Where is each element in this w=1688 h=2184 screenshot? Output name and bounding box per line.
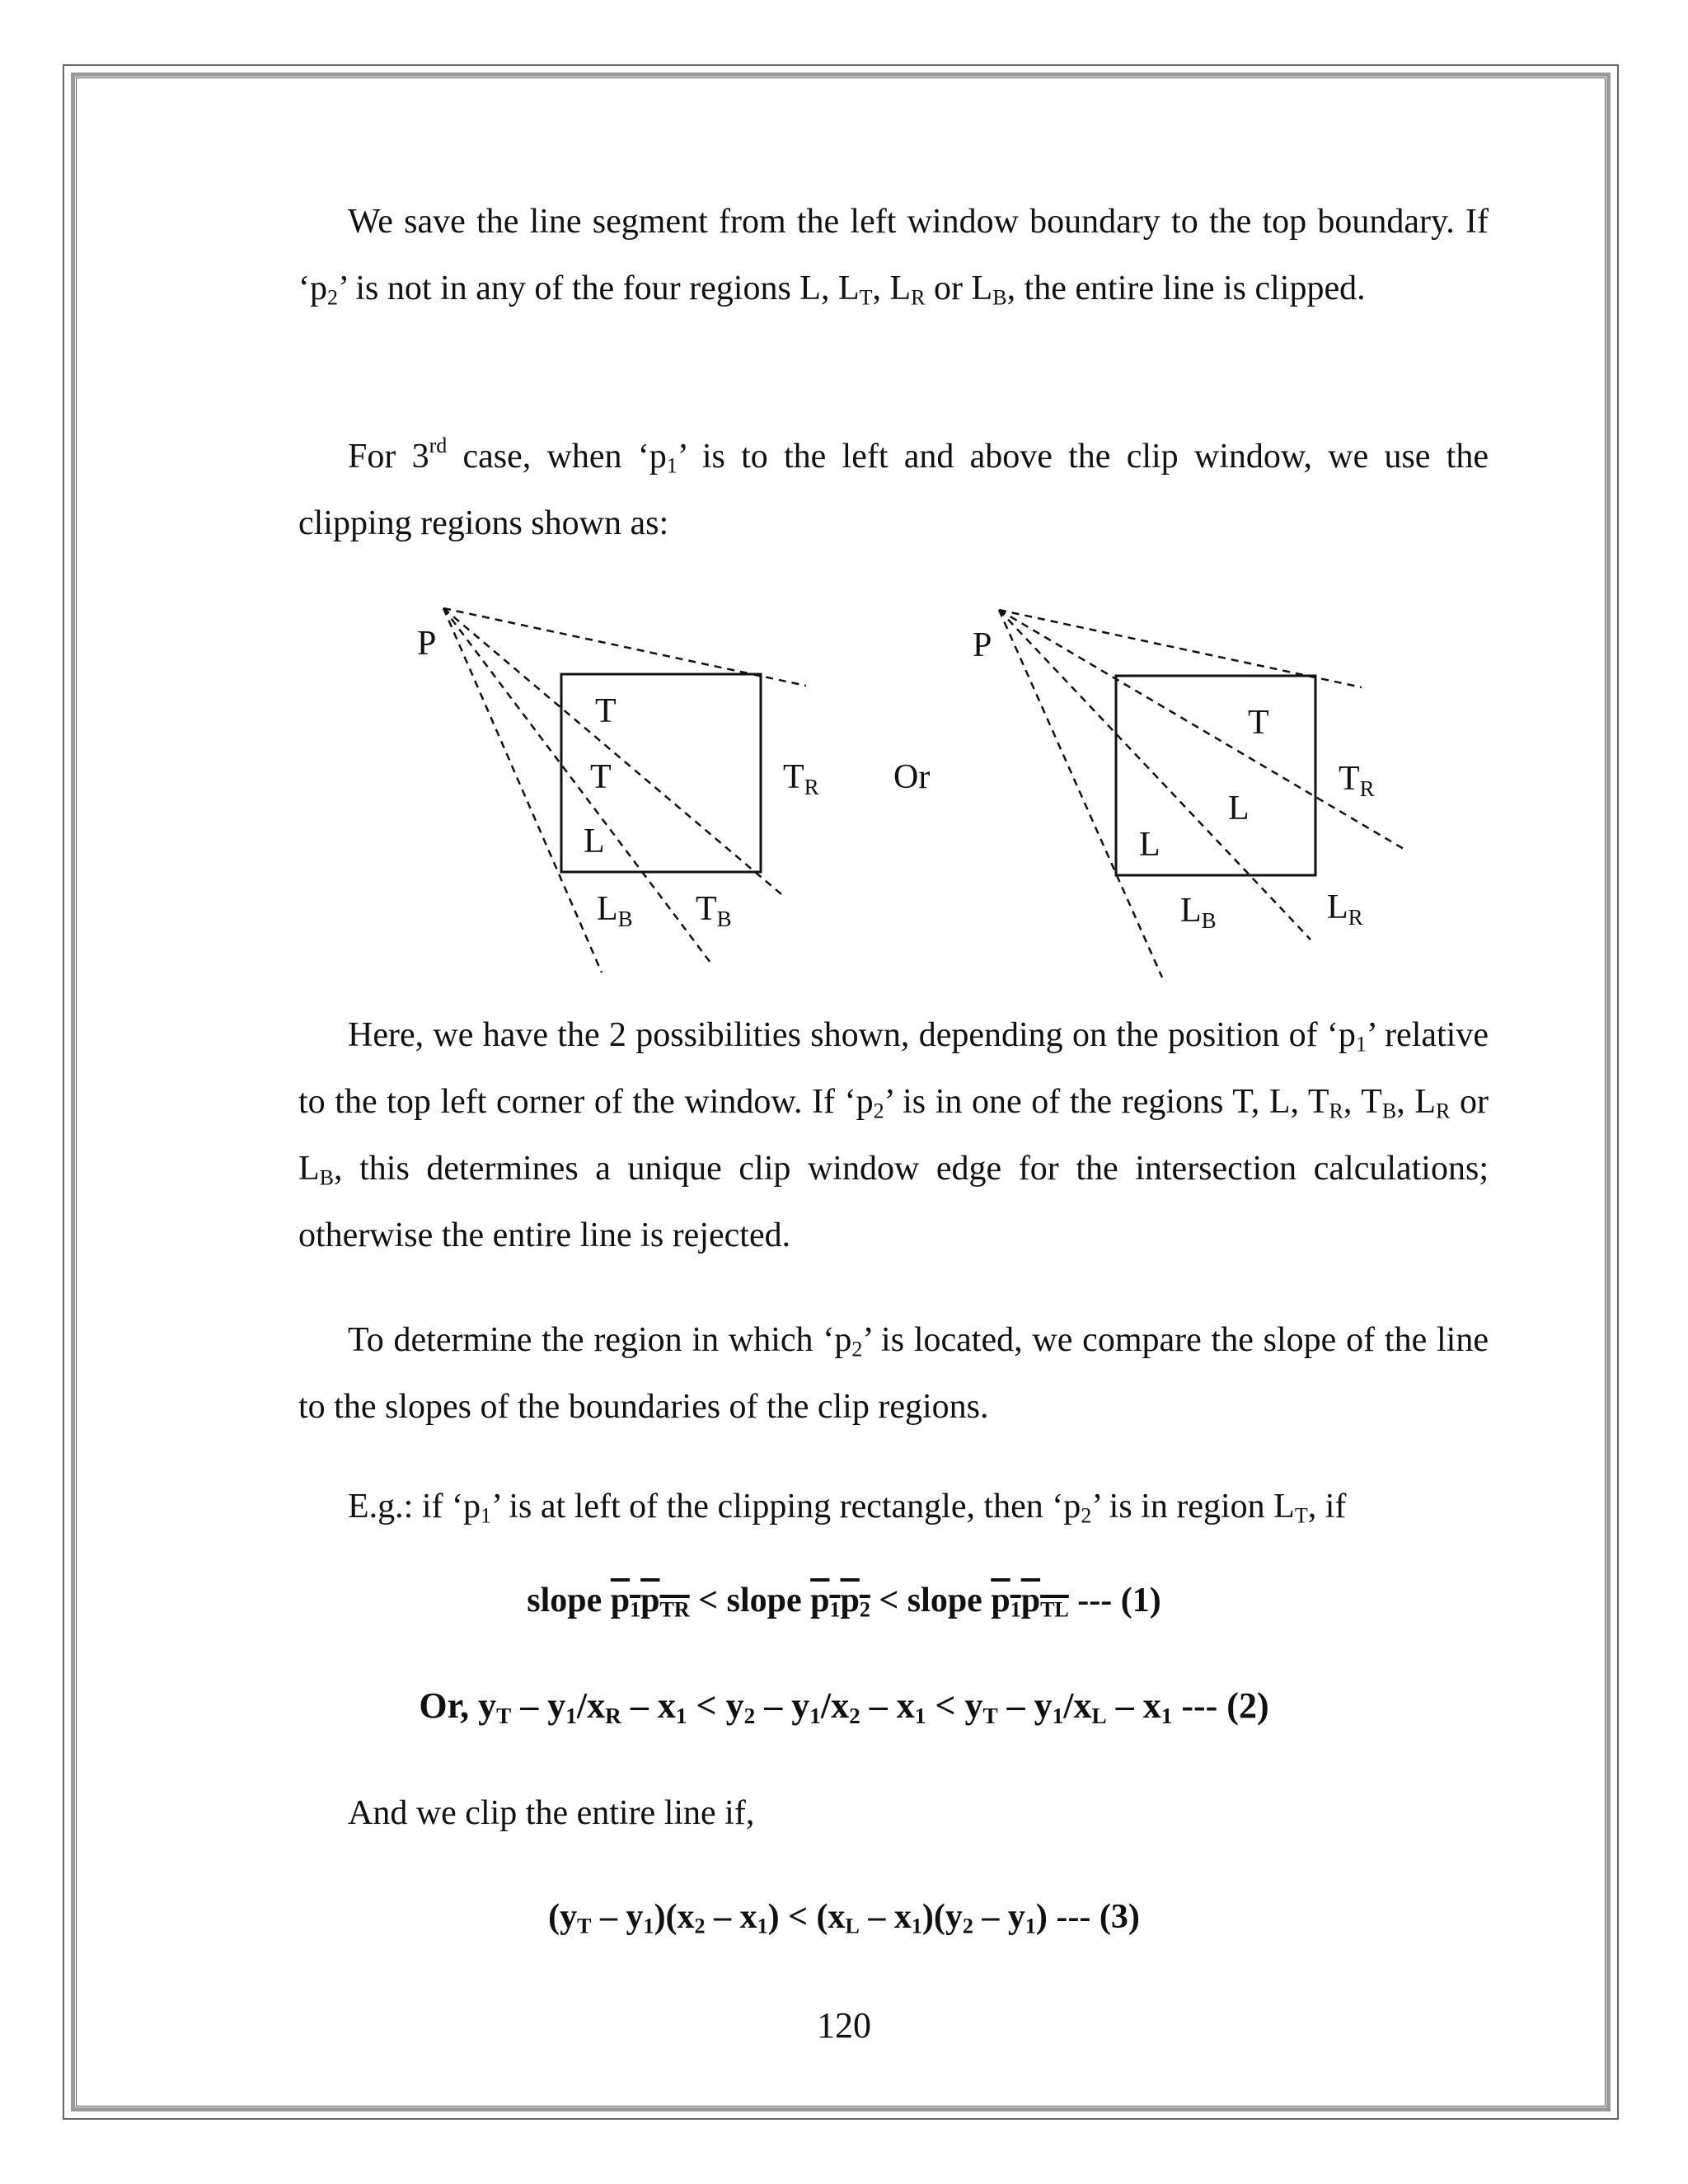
region-label-right-lb: LB xyxy=(1180,892,1217,933)
point-label-left: P xyxy=(417,625,437,663)
paragraph-1: We save the line segment from the left window boundary to the top boundary. If ‘$p_2$’ is not in any of the four regions L, $L_T$, $L_R$ or $L_B$, the entire line is clipped. xyxy=(298,203,1489,310)
region-label-left-l: L xyxy=(584,823,605,860)
equation-2: Or, $y_T - y_1/x_R - x_1 < y_2 - y_1/x_2 - x_1 < y_T - y_1/x_L - x_1$ --- (2) xyxy=(419,1685,1269,1728)
region-label-left-t1: T xyxy=(595,692,617,730)
region-label-left-t2: T xyxy=(590,758,612,796)
region-label-right-l2: L xyxy=(1139,826,1160,864)
page-number: 120 xyxy=(817,2005,871,2046)
clipping-regions-figure xyxy=(0,0,1688,1005)
region-label-right-t: T xyxy=(1248,704,1269,742)
region-label-right-lr: LR xyxy=(1327,888,1363,930)
paragraph-2: For 3rd case, when ‘$p_1$’ is to the left and above the clip window, we use the clipping regions shown as: xyxy=(298,433,1489,542)
region-label-left-tb: TB xyxy=(696,890,732,931)
paragraph-6: And we clip the entire line if, xyxy=(348,1794,755,1832)
region-label-left-lb: LB xyxy=(597,890,633,931)
paragraph-4: To determine the region in which ‘$p_2$’ is located, we compare the slope of the line to the slopes of the boundaries of the clip regions. xyxy=(298,1321,1489,1426)
region-label-right-tr: TR xyxy=(1339,760,1375,801)
paragraph-5: E.g.: if ‘$p_1$’ is at left of the clipping rectangle, then ‘$p_2$’ is in region $L_T$, if xyxy=(348,1488,1347,1528)
equation-1: slope $p_1p_{TR}$ < slope $p_1p_2$ < slope $p_1p_{TL}$ --- (1) xyxy=(527,1582,1161,1622)
point-label-right: P xyxy=(973,626,992,664)
region-label-right-l1: L xyxy=(1228,790,1250,827)
or-label: Or xyxy=(893,758,931,796)
equation-3: $(y_T - y_1)(x_2 - x_1) < (x_L - x_1)(y_2 - y_1)$ --- (3) xyxy=(548,1898,1140,1938)
paragraph-3: Here, we have the 2 possibilities shown, depending on the position of ‘$p_1$’ relative to the top left corner of the window. If ‘$p_2$’ is in one of the regions T, L, $T_R$, $T_B$, $L_R$ or $L_B$, this determines a unique clip window edge for the intersection calculations; otherwise the entire line is rejected. xyxy=(298,1016,1489,1254)
region-label-left-tr: TR xyxy=(783,758,819,799)
